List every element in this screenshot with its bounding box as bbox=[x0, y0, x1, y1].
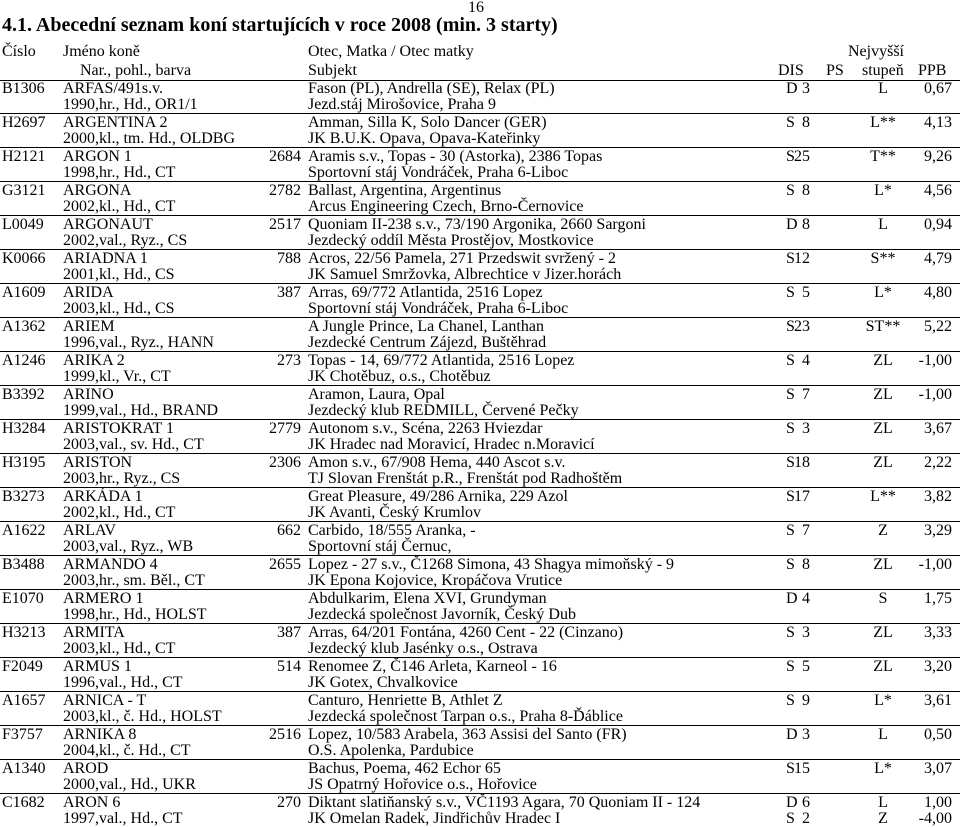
horse-starts: 3 bbox=[802, 420, 810, 437]
horse-top-level: ZL bbox=[873, 454, 893, 471]
table-row bbox=[0, 181, 960, 215]
horse-top-level: L bbox=[878, 794, 888, 811]
horse-starts: 5 bbox=[802, 658, 810, 675]
horse-owner-subject: JS Opatrný Hořovice o.s., Hořovice bbox=[308, 776, 537, 793]
horse-ppb: 3,07 bbox=[924, 760, 952, 777]
horse-pedigree: Fason (PL), Andrella (SE), Relax (PL) bbox=[308, 80, 555, 97]
horse-number: 2684 bbox=[269, 148, 301, 165]
horse-owner-subject: Jezd.stáj Mirošovice, Praha 9 bbox=[308, 96, 496, 113]
horse-name: ARMERO 1 bbox=[63, 590, 144, 607]
horse-ppb: 2,22 bbox=[924, 454, 952, 471]
horse-pedigree: Abdulkarim, Elena XVI, Grundyman bbox=[308, 590, 547, 607]
header-code: Číslo bbox=[2, 43, 36, 60]
horse-dis: D bbox=[786, 794, 798, 811]
header-level: stupeň bbox=[862, 62, 904, 79]
table-row bbox=[0, 691, 960, 725]
horse-top-level: S** bbox=[870, 250, 896, 267]
horse-birth-info: 2003,val., Ryz., WB bbox=[63, 538, 194, 555]
horse-owner-subject: JK Gotex, Chvalkovice bbox=[308, 674, 458, 691]
horse-top-level: L bbox=[878, 80, 888, 97]
horse-ppb-2: -4,00 bbox=[918, 810, 952, 827]
horse-name: ARKÁDA 1 bbox=[63, 488, 143, 505]
horse-name: ARLAV bbox=[63, 522, 117, 539]
horse-starts: 7 bbox=[802, 386, 810, 403]
horse-birth-info: 1996,val., Hd., CT bbox=[63, 674, 183, 691]
horse-dis: S bbox=[786, 182, 795, 199]
header-name: Jméno koně bbox=[63, 43, 140, 60]
horse-top-level: L** bbox=[870, 488, 896, 505]
horse-top-level: L* bbox=[874, 284, 892, 301]
horse-dis: S bbox=[786, 250, 795, 267]
horse-code: B3488 bbox=[2, 556, 45, 573]
horse-number: 270 bbox=[277, 794, 301, 811]
horse-birth-info: 1998,hr., Hd., CT bbox=[63, 164, 176, 181]
horse-pedigree: Acros, 22/56 Pamela, 271 Przedswit svržený - 2 bbox=[308, 250, 616, 267]
horse-owner-subject: Sportovní stáj Vondráček, Praha 6-Liboc bbox=[308, 300, 569, 317]
table-row bbox=[0, 351, 960, 385]
horse-number: 387 bbox=[277, 284, 301, 301]
page-number: 16 bbox=[468, 0, 484, 16]
horse-code: H3195 bbox=[2, 454, 46, 471]
horse-starts: 3 bbox=[802, 80, 810, 97]
horse-dis: S bbox=[786, 284, 795, 301]
horse-ppb: 0,67 bbox=[924, 80, 952, 97]
horse-birth-info: 1998,hr., Hd., HOLST bbox=[63, 606, 207, 623]
horse-pedigree: Aramis s.v., Topas - 30 (Astorka), 2386 Topas bbox=[308, 148, 603, 165]
horse-birth-info: 2003,hr., sm. Běl., CT bbox=[63, 572, 205, 589]
horse-owner-subject: Arcus Engineering Czech, Brno-Černovice bbox=[308, 198, 584, 215]
table-row bbox=[0, 521, 960, 555]
table-row bbox=[0, 283, 960, 317]
horse-ppb: 0,94 bbox=[924, 216, 952, 233]
horse-birth-info: 2003,kl., Hd., CT bbox=[63, 640, 176, 657]
horse-dis-2: S bbox=[786, 810, 795, 827]
horse-owner-subject: Sportovní stáj Vondráček, Praha 6-Liboc bbox=[308, 164, 569, 181]
header-birth: Nar., pohl., barva bbox=[80, 62, 192, 79]
horse-code: E1070 bbox=[2, 590, 44, 607]
horse-starts: 8 bbox=[802, 556, 810, 573]
horse-ppb: 3,82 bbox=[924, 488, 952, 505]
horse-starts: 8 bbox=[802, 114, 810, 131]
table-row bbox=[0, 623, 960, 657]
horse-code: H3213 bbox=[2, 624, 46, 641]
page-title: 4.1. Abecední seznam koní startujících v roce 2008 (min. 3 starty) bbox=[2, 14, 558, 36]
horse-ppb: 3,61 bbox=[924, 692, 952, 709]
horse-name: ARIDA bbox=[63, 284, 114, 301]
horse-pedigree: Bachus, Poema, 462 Echor 65 bbox=[308, 760, 501, 777]
horse-number: 514 bbox=[277, 658, 301, 675]
horse-number: 2516 bbox=[269, 726, 301, 743]
table-row bbox=[0, 80, 960, 113]
horse-starts: 15 bbox=[794, 760, 810, 777]
horse-code: A1609 bbox=[2, 284, 46, 301]
horse-starts: 23 bbox=[794, 318, 810, 335]
horse-top-level: ZL bbox=[873, 386, 893, 403]
horse-code: F2049 bbox=[2, 658, 43, 675]
table-row bbox=[0, 487, 960, 521]
horse-code: G3121 bbox=[2, 182, 46, 199]
horse-ppb: 4,13 bbox=[924, 114, 952, 131]
table-row bbox=[0, 113, 960, 147]
horse-starts-2: 2 bbox=[802, 810, 810, 827]
horse-dis: S bbox=[786, 692, 795, 709]
table-row bbox=[0, 657, 960, 691]
horse-dis: S bbox=[786, 658, 795, 675]
horse-top-level: S bbox=[878, 590, 888, 607]
horse-dis: D bbox=[786, 726, 798, 743]
horse-ppb: 4,56 bbox=[924, 182, 952, 199]
horse-name: ARISTON bbox=[63, 454, 133, 471]
horse-ppb: 3,29 bbox=[924, 522, 952, 539]
horse-birth-info: 1999,val., Hd., BRAND bbox=[63, 402, 219, 419]
horse-starts: 9 bbox=[802, 692, 810, 709]
horse-birth-info: 1990,hr., Hd., OR1/1 bbox=[63, 96, 198, 113]
table-row bbox=[0, 249, 960, 283]
horse-birth-info: 2000,kl., tm. Hd., OLDBG bbox=[63, 130, 235, 147]
horse-birth-info: 2002,val., Ryz., CS bbox=[63, 232, 188, 249]
horse-pedigree: Amon s.v., 67/908 Hema, 440 Ascot s.v. bbox=[308, 454, 566, 471]
table-row bbox=[0, 385, 960, 419]
horse-name: ARMITA bbox=[63, 624, 125, 641]
horse-owner-subject: JK Omelan Radek, Jindřichův Hradec I bbox=[308, 810, 561, 827]
horse-code: H2121 bbox=[2, 148, 46, 165]
horse-ppb: 3,33 bbox=[924, 624, 952, 641]
horse-birth-info: 2004,kl., č. Hd., CT bbox=[63, 742, 191, 759]
table-row bbox=[0, 419, 960, 453]
header-dis: DIS bbox=[778, 62, 804, 79]
horse-code: A1622 bbox=[2, 522, 46, 539]
horse-owner-subject: TJ Slovan Frenštát p.R., Frenštát pod Radhoštěm bbox=[308, 470, 623, 487]
horse-name: ARON 6 bbox=[63, 794, 121, 811]
horse-birth-info: 1999,kl., Vr., CT bbox=[63, 368, 171, 385]
horse-pedigree: Autonom s.v., Scéna, 2263 Hviezdar bbox=[308, 420, 543, 437]
horse-dis: D bbox=[786, 216, 798, 233]
horse-pedigree: Topas - 14, 69/772 Atlantida, 2516 Lopez bbox=[308, 352, 575, 369]
horse-top-level: L* bbox=[874, 182, 892, 199]
horse-owner-subject: Jezdecká společnost Javorník, Český Dub bbox=[308, 606, 576, 623]
horse-owner-subject: Jezdecká společnost Tarpan o.s., Praha 8-Ďáblice bbox=[308, 708, 623, 725]
horse-name: AROD bbox=[63, 760, 109, 777]
horse-owner-subject: JK Samuel Smržovka, Albrechtice v Jizer.horách bbox=[308, 266, 622, 283]
horse-number: 662 bbox=[277, 522, 301, 539]
horse-dis: S bbox=[786, 318, 795, 335]
horse-owner-subject: Jezdecké Centrum Zájezd, Buštěhrad bbox=[308, 334, 547, 351]
horse-pedigree: Arras, 64/201 Fontána, 4260 Cent - 22 (Cinzano) bbox=[308, 624, 624, 641]
horse-dis: S bbox=[786, 352, 795, 369]
table-row bbox=[0, 725, 960, 759]
horse-code: B3392 bbox=[2, 386, 45, 403]
horse-birth-info: 2000,val., Hd., UKR bbox=[63, 776, 196, 793]
horse-dis: S bbox=[786, 522, 795, 539]
horse-ppb: 4,79 bbox=[924, 250, 952, 267]
horse-top-level: Z bbox=[878, 522, 888, 539]
horse-top-level: L** bbox=[870, 114, 896, 131]
horse-owner-subject: Jezdecký oddíl Města Prostějov, Mostkovice bbox=[308, 232, 594, 249]
horse-birth-info: 2002,kl., Hd., CT bbox=[63, 198, 176, 215]
horse-top-level: ZL bbox=[873, 556, 893, 573]
horse-code: B1306 bbox=[2, 80, 45, 97]
horse-owner-subject: JK Hradec nad Moravicí, Hradec n.Moravicí bbox=[308, 436, 595, 453]
horse-dis: D bbox=[786, 80, 798, 97]
horse-name: ARIEM bbox=[63, 318, 115, 335]
horse-code: B3273 bbox=[2, 488, 45, 505]
horse-name: ARISTOKRAT 1 bbox=[63, 420, 174, 437]
horse-owner-subject: JK Chotěbuz, o.s., Chotěbuz bbox=[308, 368, 491, 385]
horse-dis: S bbox=[786, 454, 795, 471]
horse-code: A1340 bbox=[2, 760, 46, 777]
horse-starts: 25 bbox=[794, 148, 810, 165]
horse-code: F3757 bbox=[2, 726, 43, 743]
horse-pedigree: Renomee Z, Č146 Arleta, Karneol - 16 bbox=[308, 658, 557, 675]
horse-ppb: 5,22 bbox=[924, 318, 952, 335]
horse-dis: S bbox=[786, 488, 795, 505]
table-row bbox=[0, 215, 960, 249]
horse-pedigree: A Jungle Prince, La Chanel, Lanthan bbox=[308, 318, 544, 335]
horse-ppb: 1,00 bbox=[924, 794, 952, 811]
horse-name: ARGONAUT bbox=[63, 216, 153, 233]
horse-name: ARNIKA 8 bbox=[63, 726, 137, 743]
horse-pedigree: Amman, Silla K, Solo Dancer (GER) bbox=[308, 114, 547, 131]
horse-name: ARINO bbox=[63, 386, 114, 403]
horse-dis: S bbox=[786, 760, 795, 777]
horse-starts: 12 bbox=[794, 250, 810, 267]
horse-pedigree: Diktant slatiňanský s.v., VČ1193 Agara, 70 Quoniam II - 124 bbox=[308, 794, 701, 811]
horse-birth-info: 2001,kl., Hd., CS bbox=[63, 266, 175, 283]
horse-top-level: ZL bbox=[873, 624, 893, 641]
horse-ppb: 4,80 bbox=[924, 284, 952, 301]
horse-dis: S bbox=[786, 420, 795, 437]
horse-name: ARGENTINA 2 bbox=[63, 114, 168, 131]
horse-name: ARMUS 1 bbox=[63, 658, 132, 675]
horse-birth-info: 2003,kl., Hd., CS bbox=[63, 300, 175, 317]
horse-top-level: ST** bbox=[865, 318, 901, 335]
horse-top-level: L* bbox=[874, 692, 892, 709]
horse-starts: 18 bbox=[794, 454, 810, 471]
horse-number: 2655 bbox=[269, 556, 301, 573]
horse-owner-subject: JK B.U.K. Opava, Opava-Kateřinky bbox=[308, 130, 541, 147]
header-sire: Otec, Matka / Otec matky bbox=[308, 43, 474, 60]
horse-dis: S bbox=[786, 114, 795, 131]
horse-name: ARMANDO 4 bbox=[63, 556, 158, 573]
horse-code: H2697 bbox=[2, 114, 46, 131]
horse-top-level: ZL bbox=[873, 658, 893, 675]
horse-code: K0066 bbox=[2, 250, 46, 267]
horse-top-level-2: Z bbox=[878, 810, 888, 827]
horse-starts: 5 bbox=[802, 284, 810, 301]
horse-table bbox=[0, 80, 960, 827]
horse-starts: 8 bbox=[802, 216, 810, 233]
horse-owner-subject: Jezdecký klub Jasénky o.s., Ostrava bbox=[308, 640, 538, 657]
horse-starts: 8 bbox=[802, 182, 810, 199]
horse-top-level: L bbox=[878, 216, 888, 233]
horse-pedigree: Arras, 69/772 Atlantida, 2516 Lopez bbox=[308, 284, 543, 301]
horse-number: 2779 bbox=[269, 420, 301, 437]
horse-code: H3284 bbox=[2, 420, 46, 437]
header-subject: Subjekt bbox=[308, 62, 357, 79]
horse-name: ARIADNA 1 bbox=[63, 250, 148, 267]
horse-ppb: 3,20 bbox=[924, 658, 952, 675]
horse-owner-subject: Jezdecký klub REDMILL, Červené Pečky bbox=[308, 402, 579, 419]
horse-name: ARNICA - T bbox=[63, 692, 147, 709]
horse-ppb: -1,00 bbox=[918, 386, 952, 403]
horse-birth-info: 2003,kl., č. Hd., HOLST bbox=[63, 708, 222, 725]
horse-birth-info: 1996,val., Ryz., HANN bbox=[63, 334, 214, 351]
horse-owner-subject: Sportovní stáj Černuc, bbox=[308, 538, 452, 555]
horse-number: 387 bbox=[277, 624, 301, 641]
horse-dis: S bbox=[786, 386, 795, 403]
horse-starts: 17 bbox=[794, 488, 810, 505]
horse-name: ARGON 1 bbox=[63, 148, 132, 165]
horse-top-level: T** bbox=[870, 148, 896, 165]
horse-number: 273 bbox=[277, 352, 301, 369]
horse-ppb: 0,50 bbox=[924, 726, 952, 743]
horse-owner-subject: JK Avanti, Český Krumlov bbox=[308, 504, 482, 521]
horse-number: 2306 bbox=[269, 454, 301, 471]
horse-owner-subject: JK Epona Kojovice, Kropáčova Vrutice bbox=[308, 572, 563, 589]
table-row bbox=[0, 589, 960, 623]
horse-top-level: ZL bbox=[873, 420, 893, 437]
horse-pedigree: Carbido, 18/555 Aranka, - bbox=[308, 522, 476, 539]
horse-dis: D bbox=[786, 590, 798, 607]
table-row bbox=[0, 147, 960, 181]
table-header-row-1 bbox=[0, 42, 960, 61]
horse-top-level: L bbox=[878, 726, 888, 743]
table-row bbox=[0, 317, 960, 351]
horse-starts: 3 bbox=[802, 726, 810, 743]
horse-top-level: L* bbox=[874, 760, 892, 777]
horse-name: ARFAS/491s.v. bbox=[63, 80, 164, 97]
table-row bbox=[0, 793, 960, 827]
table-row bbox=[0, 555, 960, 589]
horse-pedigree: Great Pleasure, 49/286 Arnika, 229 Azol bbox=[308, 488, 568, 505]
horse-ppb: -1,00 bbox=[918, 556, 952, 573]
horse-starts: 7 bbox=[802, 522, 810, 539]
header-ppb: PPB bbox=[918, 62, 947, 79]
table-row bbox=[0, 453, 960, 487]
horse-code: A1246 bbox=[2, 352, 46, 369]
horse-ppb: 3,67 bbox=[924, 420, 952, 437]
horse-pedigree: Canturo, Henriette B, Athlet Z bbox=[308, 692, 503, 709]
horse-number: 788 bbox=[277, 250, 301, 267]
horse-pedigree: Quoniam II-238 s.v., 73/190 Argonika, 2660 Sargoni bbox=[308, 216, 646, 233]
horse-pedigree: Ballast, Argentina, Argentinus bbox=[308, 182, 502, 199]
horse-starts: 6 bbox=[802, 794, 810, 811]
horse-code: A1657 bbox=[2, 692, 46, 709]
header-ps: PS bbox=[826, 62, 844, 79]
horse-starts: 4 bbox=[802, 352, 810, 369]
horse-pedigree: Lopez, 10/583 Arabela, 363 Assisi del Santo (FR) bbox=[308, 726, 627, 743]
horse-dis: S bbox=[786, 148, 795, 165]
horse-code: A1362 bbox=[2, 318, 46, 335]
horse-number: 2517 bbox=[269, 216, 301, 233]
horse-ppb: 9,26 bbox=[924, 148, 952, 165]
horse-pedigree: Aramon, Laura, Opal bbox=[308, 386, 445, 403]
horse-birth-info: 1997,val., Hd., CT bbox=[63, 810, 183, 827]
horse-code: C1682 bbox=[2, 794, 45, 811]
horse-number: 2782 bbox=[269, 182, 301, 199]
horse-ppb: 1,75 bbox=[924, 590, 952, 607]
horse-top-level: ZL bbox=[873, 352, 893, 369]
horse-birth-info: 2003,val., sv. Hd., CT bbox=[63, 436, 204, 453]
horse-owner-subject: O.S. Apolenka, Pardubice bbox=[308, 742, 474, 759]
horse-birth-info: 2003,hr., Ryz., CS bbox=[63, 470, 181, 487]
horse-starts: 4 bbox=[802, 590, 810, 607]
horse-dis: S bbox=[786, 624, 795, 641]
horse-ppb: -1,00 bbox=[918, 352, 952, 369]
horse-name: ARGONA bbox=[63, 182, 132, 199]
table-header-row-2 bbox=[0, 61, 960, 80]
horse-pedigree: Lopez - 27 s.v., Č1268 Simona, 43 Shagya mimoňský - 9 bbox=[308, 556, 675, 573]
horse-starts: 3 bbox=[802, 624, 810, 641]
table-row bbox=[0, 759, 960, 793]
horse-dis: S bbox=[786, 556, 795, 573]
horse-birth-info: 2002,kl., Hd., CT bbox=[63, 504, 176, 521]
header-top-level: Nejvyšší bbox=[848, 43, 904, 60]
horse-name: ARIKA 2 bbox=[63, 352, 125, 369]
horse-code: L0049 bbox=[2, 216, 44, 233]
